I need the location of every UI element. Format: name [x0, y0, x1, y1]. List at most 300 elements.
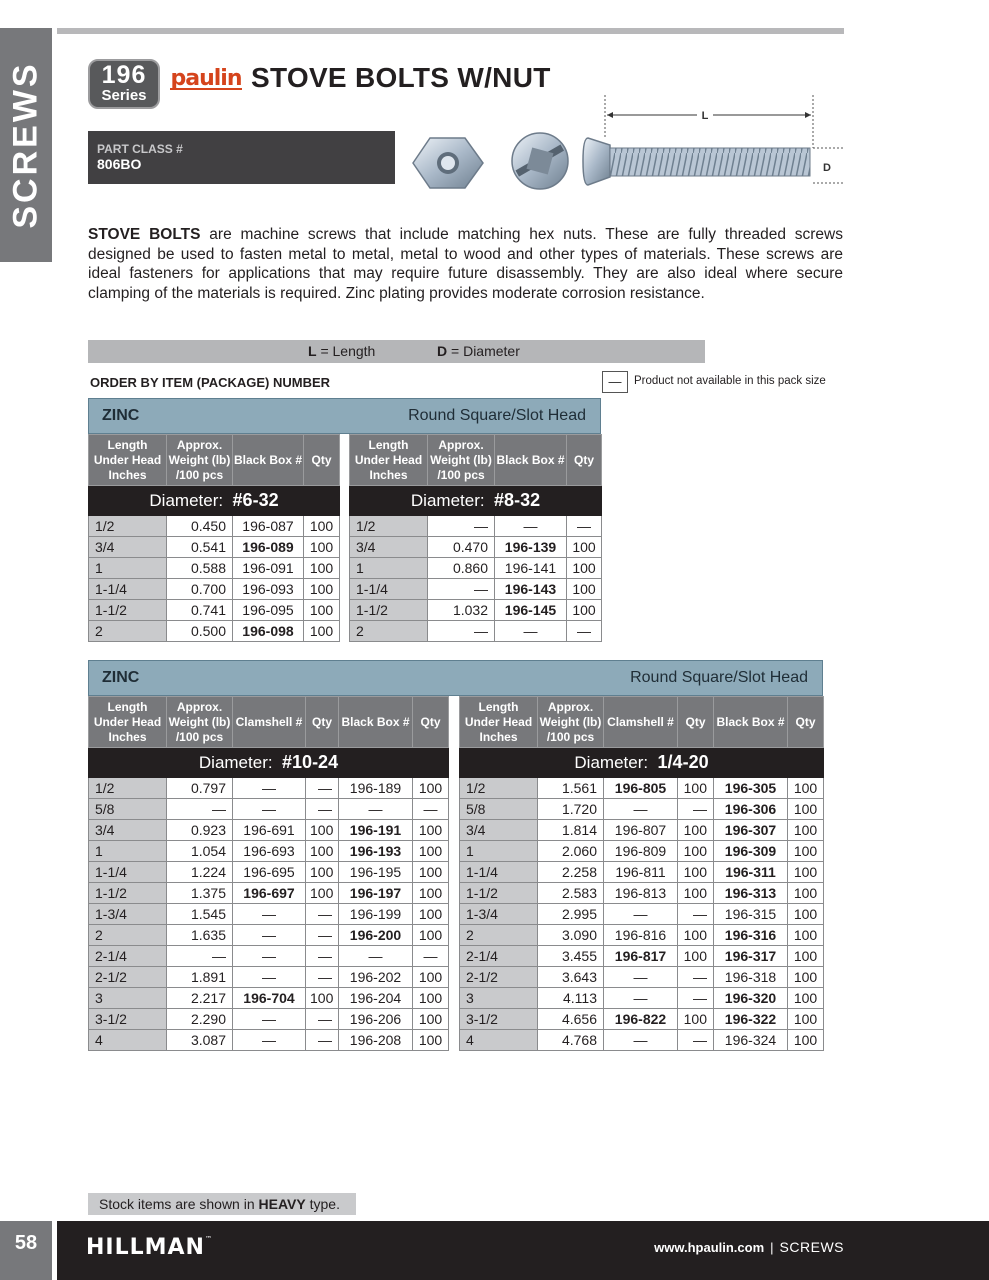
table-row [460, 967, 824, 988]
table-row [350, 600, 602, 621]
section1-header [88, 398, 601, 434]
table-row [460, 820, 824, 841]
black-box-cell: 196-197 [339, 883, 413, 904]
qty-cell: — [306, 778, 339, 799]
length-cell: 1-1/4 [460, 862, 538, 883]
clamshell-cell: — [233, 1030, 306, 1051]
weight-cell: 1.375 [167, 883, 233, 904]
black-box-cell: 196-307 [714, 820, 788, 841]
hex-nut-image [413, 138, 483, 188]
qty-cell: 100 [567, 600, 602, 621]
length-cell: 1-1/4 [89, 579, 167, 600]
table-row [460, 841, 824, 862]
qty-cell: 100 [678, 862, 714, 883]
qty-cell: — [306, 1009, 339, 1030]
length-label: L [701, 110, 709, 122]
length-cell: 1/2 [89, 516, 167, 537]
col-length: Length Under Head Inches [460, 697, 538, 748]
black-box-cell: 196-200 [339, 925, 413, 946]
part-class-label: PART CLASS # [97, 142, 183, 156]
weight-cell: — [167, 946, 233, 967]
qty-cell: — [306, 946, 339, 967]
qty-cell: 100 [567, 558, 602, 579]
black-box-cell: — [339, 946, 413, 967]
black-box-cell: 196-089 [233, 537, 304, 558]
table-row [89, 799, 449, 820]
qty-cell: 100 [788, 1009, 824, 1030]
qty-cell: — [306, 799, 339, 820]
weight-cell: 1.635 [167, 925, 233, 946]
table-row [460, 1030, 824, 1051]
weight-cell: 1.054 [167, 841, 233, 862]
col-qty: Qty [788, 697, 824, 748]
weight-cell: 3.455 [538, 946, 604, 967]
table-diameter-6-32 [88, 434, 340, 642]
qty-cell: 100 [678, 946, 714, 967]
qty-cell: 100 [788, 904, 824, 925]
qty-cell: 100 [413, 841, 449, 862]
qty-cell: 100 [567, 537, 602, 558]
series-badge [88, 59, 160, 109]
length-cell: 3 [89, 988, 167, 1009]
clamshell-cell: — [233, 904, 306, 925]
table-row [350, 516, 602, 537]
table-row [350, 621, 602, 642]
black-box-cell: 196-305 [714, 778, 788, 799]
length-cell: 1/2 [460, 778, 538, 799]
qty-cell: 100 [788, 967, 824, 988]
black-box-cell: 196-204 [339, 988, 413, 1009]
series-number: 196 [101, 61, 147, 89]
table-row [460, 862, 824, 883]
table-row [460, 904, 824, 925]
table-diameter-1-4-20 [459, 696, 824, 1051]
table-row [89, 1009, 449, 1030]
clamshell-cell: — [604, 967, 678, 988]
clamshell-cell: 196-805 [604, 778, 678, 799]
length-cell: 3-1/2 [89, 1009, 167, 1030]
qty-cell: — [678, 1030, 714, 1051]
qty-cell: 100 [788, 883, 824, 904]
length-cell: 1-3/4 [460, 904, 538, 925]
black-box-cell: 196-324 [714, 1030, 788, 1051]
stock-note-bold: HEAVY [258, 1196, 306, 1212]
qty-cell: 100 [306, 841, 339, 862]
section2-head-type: Round Square/Slot Head [630, 669, 808, 686]
page-title: STOVE BOLTS W/NUT [251, 62, 551, 93]
qty-cell: 100 [306, 820, 339, 841]
qty-cell: 100 [413, 883, 449, 904]
series-label: Series [101, 87, 147, 104]
col-black-box: Black Box # [233, 435, 304, 486]
length-cell: 5/8 [89, 799, 167, 820]
clamshell-cell: 196-811 [604, 862, 678, 883]
clamshell-cell: 196-817 [604, 946, 678, 967]
length-cell: 2 [89, 621, 167, 642]
table-row [460, 799, 824, 820]
qty-cell: 100 [304, 537, 340, 558]
part-class-box [88, 131, 395, 184]
length-cell: 2 [350, 621, 428, 642]
length-cell: 1 [350, 558, 428, 579]
col-weight: Approx. Weight (lb) /100 pcs [428, 435, 495, 486]
black-box-cell: 196-143 [495, 579, 567, 600]
col-black-box: Black Box # [339, 697, 413, 748]
qty-cell: 100 [413, 925, 449, 946]
qty-cell: 100 [413, 988, 449, 1009]
qty-cell: — [678, 799, 714, 820]
weight-cell: 1.720 [538, 799, 604, 820]
black-box-cell: 196-309 [714, 841, 788, 862]
table-row [89, 988, 449, 1009]
qty-cell: 100 [413, 1009, 449, 1030]
col-weight: Approx. Weight (lb) /100 pcs [538, 697, 604, 748]
weight-cell: — [428, 579, 495, 600]
qty-cell: 100 [567, 579, 602, 600]
table-row [460, 925, 824, 946]
length-cell: 1/2 [350, 516, 428, 537]
weight-cell: 2.290 [167, 1009, 233, 1030]
black-box-cell: 196-191 [339, 820, 413, 841]
description-body: are machine screws that include matching hex nuts. These are fully threaded screws designed be used to fasten metal to metal, metal to wood and other types of materials. These screws are ideal fasteners for applications that may require future disassembly. They are also ideal where secure clamping of the materials is required. Zinc plating provides moderate corrosion resistance. [88, 226, 843, 302]
section2-finish: ZINC [102, 669, 140, 686]
table-diameter-10-24 [88, 696, 449, 1051]
top-rule [57, 28, 844, 34]
weight-cell: 3.087 [167, 1030, 233, 1051]
length-cell: 3/4 [460, 820, 538, 841]
table-row [89, 1030, 449, 1051]
qty-cell: — [306, 1030, 339, 1051]
stock-note-post: type. [305, 1196, 340, 1212]
weight-cell: 0.797 [167, 778, 233, 799]
black-box-cell: 196-193 [339, 841, 413, 862]
not-available-key: — [602, 371, 628, 393]
diameter-row: Diameter: #8-32 [350, 486, 602, 516]
footer-separator: | [770, 1240, 774, 1255]
weight-cell: 0.923 [167, 820, 233, 841]
black-box-cell: 196-320 [714, 988, 788, 1009]
black-box-cell: 196-318 [714, 967, 788, 988]
stock-note [88, 1193, 356, 1215]
table-row [89, 579, 340, 600]
qty-cell: — [567, 516, 602, 537]
table-row [89, 558, 340, 579]
weight-cell: 0.700 [167, 579, 233, 600]
weight-cell: 1.032 [428, 600, 495, 621]
qty-cell: 100 [413, 778, 449, 799]
black-box-cell: 196-098 [233, 621, 304, 642]
length-cell: 2 [89, 925, 167, 946]
weight-cell: 2.995 [538, 904, 604, 925]
dimension-legend [88, 340, 705, 363]
col-length: Length Under Head Inches [350, 435, 428, 486]
clamshell-cell: — [604, 799, 678, 820]
brand-text: paulin [170, 66, 242, 91]
black-box-cell: 196-189 [339, 778, 413, 799]
clamshell-cell: — [604, 988, 678, 1009]
qty-cell: 100 [304, 621, 340, 642]
table-row [89, 904, 449, 925]
table-row [89, 820, 449, 841]
table-row [89, 862, 449, 883]
clamshell-cell: — [233, 778, 306, 799]
col-clamshell: Clamshell # [233, 697, 306, 748]
paulin-logo [168, 64, 244, 92]
col-weight: Approx. Weight (lb) /100 pcs [167, 697, 233, 748]
qty-cell: 100 [304, 579, 340, 600]
legend-l-key: L [308, 343, 317, 359]
part-class-value: 806BO [97, 156, 142, 172]
weight-cell: 2.583 [538, 883, 604, 904]
bolt-side-image [583, 138, 810, 185]
qty-cell: 100 [413, 904, 449, 925]
qty-cell: 100 [788, 988, 824, 1009]
qty-cell: 100 [678, 883, 714, 904]
footer-section: SCREWS [779, 1239, 844, 1255]
qty-cell: 100 [788, 1030, 824, 1051]
qty-cell: — [306, 925, 339, 946]
weight-cell: 0.588 [167, 558, 233, 579]
clamshell-cell: 196-704 [233, 988, 306, 1009]
black-box-cell: 196-315 [714, 904, 788, 925]
black-box-cell: 196-322 [714, 1009, 788, 1030]
weight-cell: 4.656 [538, 1009, 604, 1030]
weight-cell: 3.643 [538, 967, 604, 988]
black-box-cell: — [339, 799, 413, 820]
table-row [89, 516, 340, 537]
description-lead: STOVE BOLTS [88, 226, 201, 243]
col-qty: Qty [678, 697, 714, 748]
qty-cell: — [413, 946, 449, 967]
qty-cell: 100 [306, 883, 339, 904]
table-row [89, 778, 449, 799]
col-qty: Qty [413, 697, 449, 748]
stock-note-pre: Stock items are shown in [99, 1196, 259, 1212]
qty-cell: 100 [306, 862, 339, 883]
diameter-label: D [823, 162, 831, 174]
weight-cell: 4.113 [538, 988, 604, 1009]
weight-cell: 4.768 [538, 1030, 604, 1051]
weight-cell: 1.545 [167, 904, 233, 925]
length-cell: 1 [89, 841, 167, 862]
table-row [89, 883, 449, 904]
weight-cell: 0.470 [428, 537, 495, 558]
weight-cell: 1.891 [167, 967, 233, 988]
col-length: Length Under Head Inches [89, 435, 167, 486]
bolt-head-top-image [512, 133, 568, 189]
not-available-text: Product not available in this pack size [634, 375, 826, 387]
col-weight: Approx. Weight (lb) /100 pcs [167, 435, 233, 486]
qty-cell: 100 [413, 967, 449, 988]
length-cell: 3/4 [89, 820, 167, 841]
length-cell: 3/4 [89, 537, 167, 558]
table-row [89, 621, 340, 642]
weight-cell: 0.450 [167, 516, 233, 537]
order-by-heading: ORDER BY ITEM (PACKAGE) NUMBER [90, 375, 331, 390]
qty-cell: 100 [788, 820, 824, 841]
clamshell-cell: 196-697 [233, 883, 306, 904]
table-row [89, 925, 449, 946]
table-diameter-8-32 [349, 434, 602, 642]
table-row [89, 537, 340, 558]
table-row [460, 1009, 824, 1030]
clamshell-cell: — [604, 904, 678, 925]
section2-header [88, 660, 823, 696]
hillman-logo: HILLMAN™ [86, 1235, 213, 1260]
length-cell: 2-1/4 [460, 946, 538, 967]
weight-cell: — [428, 621, 495, 642]
table-row [460, 988, 824, 1009]
weight-cell: 2.217 [167, 988, 233, 1009]
table-row [89, 946, 449, 967]
footer-bar [57, 1221, 989, 1280]
qty-cell: 100 [788, 862, 824, 883]
clamshell-cell: 196-813 [604, 883, 678, 904]
qty-cell: — [306, 967, 339, 988]
weight-cell: 0.860 [428, 558, 495, 579]
length-cell: 5/8 [460, 799, 538, 820]
qty-cell: — [413, 799, 449, 820]
length-cell: 1-1/4 [350, 579, 428, 600]
length-cell: 1 [460, 841, 538, 862]
length-cell: 2-1/2 [460, 967, 538, 988]
qty-cell: 100 [788, 946, 824, 967]
black-box-cell: 196-206 [339, 1009, 413, 1030]
table-row [89, 600, 340, 621]
length-cell: 1-1/2 [460, 883, 538, 904]
black-box-cell: 196-199 [339, 904, 413, 925]
black-box-cell: 196-091 [233, 558, 304, 579]
clamshell-cell: 196-693 [233, 841, 306, 862]
legend-l-text: = Length [316, 343, 376, 359]
side-tab-label: SCREWS [6, 61, 45, 229]
qty-cell: 100 [788, 925, 824, 946]
weight-cell: 1.814 [538, 820, 604, 841]
length-cell: 4 [89, 1030, 167, 1051]
qty-cell: 100 [304, 600, 340, 621]
footer-links [654, 1239, 844, 1255]
page-number: 58 [0, 1221, 52, 1280]
length-cell: 1-1/2 [350, 600, 428, 621]
table-row [460, 778, 824, 799]
black-box-cell: 196-141 [495, 558, 567, 579]
black-box-cell: 196-311 [714, 862, 788, 883]
length-cell: 2 [460, 925, 538, 946]
qty-cell: 100 [304, 516, 340, 537]
legend-d-key: D [437, 343, 448, 359]
qty-cell: 100 [678, 820, 714, 841]
qty-cell: — [306, 904, 339, 925]
length-cell: 1-1/4 [89, 862, 167, 883]
black-box-cell: — [495, 621, 567, 642]
length-cell: 1-3/4 [89, 904, 167, 925]
black-box-cell: 196-316 [714, 925, 788, 946]
table-row [460, 883, 824, 904]
table-row [89, 967, 449, 988]
qty-cell: 100 [788, 799, 824, 820]
weight-cell: 2.060 [538, 841, 604, 862]
section1-finish: ZINC [102, 407, 140, 424]
table-row [89, 841, 449, 862]
qty-cell: 100 [306, 988, 339, 1009]
col-qty: Qty [306, 697, 339, 748]
qty-cell: 100 [788, 778, 824, 799]
clamshell-cell: 196-809 [604, 841, 678, 862]
black-box-cell: 196-317 [714, 946, 788, 967]
length-cell: 4 [460, 1030, 538, 1051]
weight-cell: 0.741 [167, 600, 233, 621]
diameter-row: Diameter: 1/4-20 [460, 748, 824, 778]
qty-cell: — [678, 988, 714, 1009]
qty-cell: 100 [413, 820, 449, 841]
black-box-cell: — [495, 516, 567, 537]
weight-cell: 1.561 [538, 778, 604, 799]
length-cell: 2-1/4 [89, 946, 167, 967]
table-row [460, 946, 824, 967]
qty-cell: 100 [678, 841, 714, 862]
weight-cell: 3.090 [538, 925, 604, 946]
clamshell-cell: — [233, 799, 306, 820]
clamshell-cell: — [233, 1009, 306, 1030]
qty-cell: 100 [413, 1030, 449, 1051]
black-box-cell: 196-195 [339, 862, 413, 883]
length-cell: 3 [460, 988, 538, 1009]
col-length: Length Under Head Inches [89, 697, 167, 748]
length-cell: 1-1/2 [89, 600, 167, 621]
qty-cell: — [567, 621, 602, 642]
qty-cell: 100 [678, 925, 714, 946]
length-cell: 3-1/2 [460, 1009, 538, 1030]
black-box-cell: 196-208 [339, 1030, 413, 1051]
clamshell-cell: — [233, 967, 306, 988]
clamshell-cell: 196-822 [604, 1009, 678, 1030]
side-section-tab [0, 28, 52, 262]
weight-cell: 0.500 [167, 621, 233, 642]
black-box-cell: 196-095 [233, 600, 304, 621]
clamshell-cell: 196-807 [604, 820, 678, 841]
weight-cell: 0.541 [167, 537, 233, 558]
diameter-row: Diameter: #10-24 [89, 748, 449, 778]
col-clamshell: Clamshell # [604, 697, 678, 748]
clamshell-cell: 196-816 [604, 925, 678, 946]
weight-cell: 1.224 [167, 862, 233, 883]
qty-cell: 100 [788, 841, 824, 862]
qty-cell: 100 [413, 862, 449, 883]
col-qty: Qty [304, 435, 340, 486]
product-illustrations [405, 93, 845, 193]
qty-cell: 100 [304, 558, 340, 579]
length-cell: 1/2 [89, 778, 167, 799]
website-link[interactable]: www.hpaulin.com [654, 1240, 765, 1255]
length-cell: 1-1/2 [89, 883, 167, 904]
qty-cell: — [678, 967, 714, 988]
weight-cell: — [428, 516, 495, 537]
weight-cell: 2.258 [538, 862, 604, 883]
table-row [350, 537, 602, 558]
product-description [88, 225, 843, 303]
col-black-box: Black Box # [714, 697, 788, 748]
clamshell-cell: — [233, 925, 306, 946]
clamshell-cell: — [604, 1030, 678, 1051]
black-box-cell: 196-306 [714, 799, 788, 820]
clamshell-cell: 196-695 [233, 862, 306, 883]
qty-cell: 100 [678, 1009, 714, 1030]
clamshell-cell: 196-691 [233, 820, 306, 841]
qty-cell: — [678, 904, 714, 925]
black-box-cell: 196-087 [233, 516, 304, 537]
black-box-cell: 196-139 [495, 537, 567, 558]
clamshell-cell: — [233, 946, 306, 967]
